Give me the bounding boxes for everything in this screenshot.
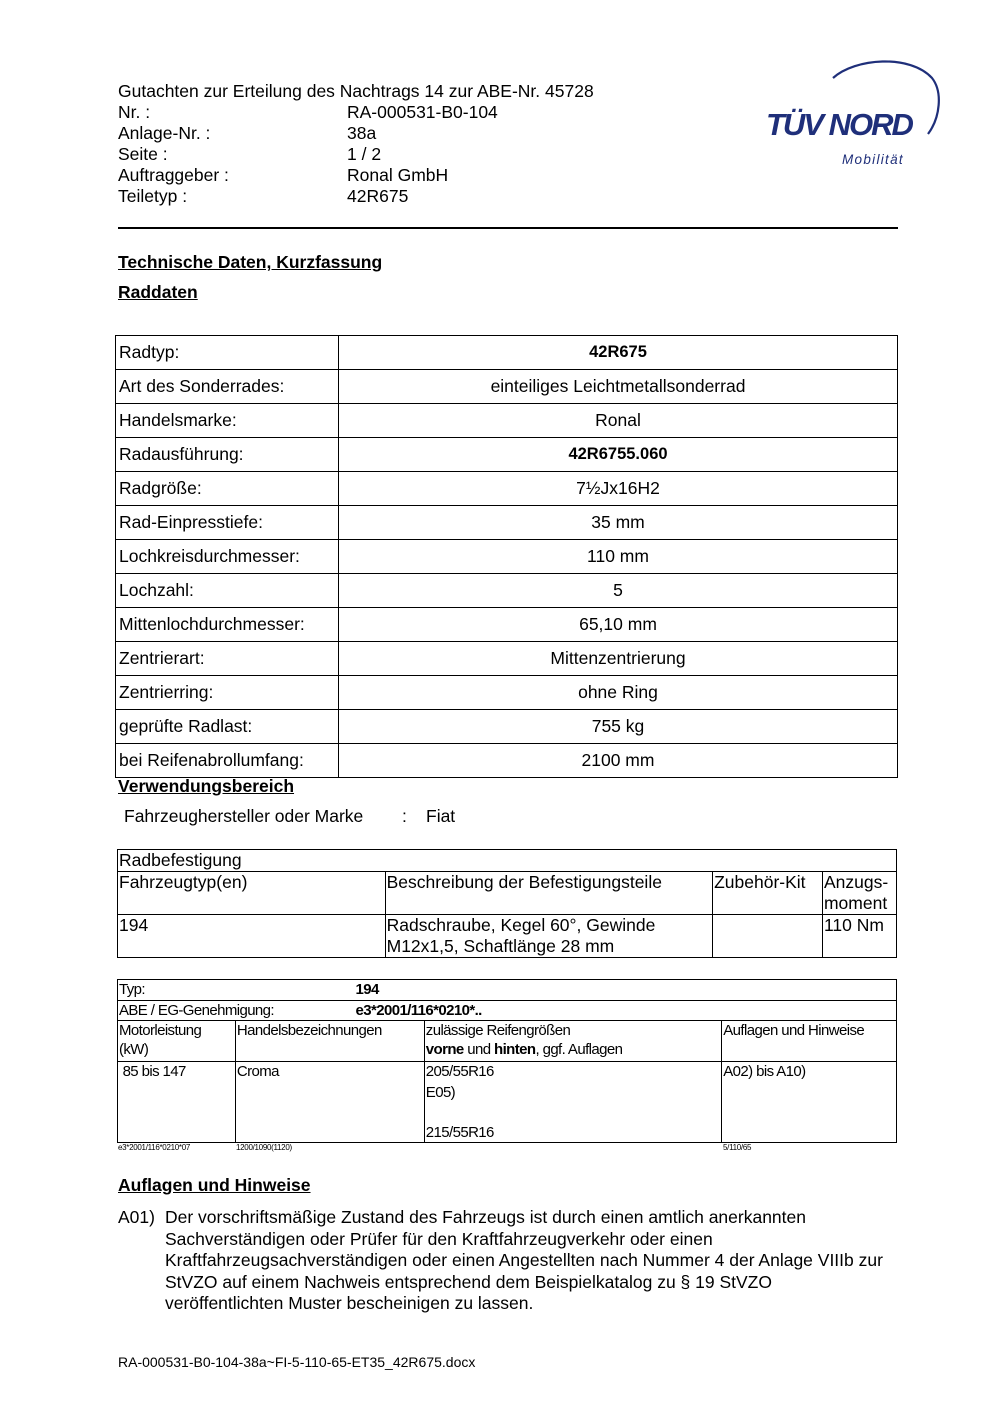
table-row (116, 608, 898, 642)
header-divider (118, 227, 898, 229)
verwendung-colon: : (402, 806, 407, 826)
header-value: 42R675 (347, 186, 409, 206)
header-label: Seite : (118, 144, 168, 164)
header-label: Nr. : (118, 102, 151, 122)
reifen-rest: , ggf. Auflagen (535, 1041, 623, 1058)
table-key: Zentrierring: (116, 676, 339, 710)
column-header-line: Motorleistung (119, 1022, 202, 1039)
table-row (118, 980, 897, 1001)
radbefestigung-title: Radbefestigung (118, 850, 897, 872)
auflage-number: A01) (118, 1207, 155, 1227)
document-title: Gutachten zur Erteilung des Nachtrags 14 zur ABE-Nr. 45728 (118, 81, 594, 101)
table-value: Mittenzentrierung (339, 642, 898, 676)
table-value: 110 mm (339, 540, 898, 574)
logo-arc-icon (760, 56, 945, 171)
table-row (116, 642, 898, 676)
verwendung-line (124, 806, 456, 827)
table-row (116, 438, 898, 472)
reifen-vorne: vorne (425, 1041, 464, 1058)
column-header: Auflagen und Hinweise (722, 1021, 897, 1062)
table-key: Lochkreisdurchmesser: (116, 540, 339, 574)
auflage-text: Der vorschriftsmäßige Zustand des Fahrzeugs ist durch einen amtlich anerkannten Sachverständigen oder Prüfer für den Kraftfahrzeugverkehr oder einen Kraftfahrzeugsachverständigen oder einen Angestellten nach Nummer 4 der Anlage VIIIb zur StVZO auf einem Nachweis entsprechend dem Beispielkatalog zu § 19 StVZO veröffentlichten Muster bescheinigen zu lassen. (165, 1207, 883, 1314)
table-key: Radtyp: (116, 336, 339, 370)
table-cell (713, 915, 823, 958)
table-row (116, 540, 898, 574)
footnote: 1200/1090(1120) (236, 1143, 292, 1152)
abe-label: ABE / EG-Genehmigung: (119, 1002, 274, 1019)
header-label: Anlage-Nr. : (118, 123, 211, 143)
typ-value: 194 (355, 981, 379, 998)
tuv-nord-logo (760, 56, 945, 171)
table-row (116, 404, 898, 438)
column-header: Handelsbezeichnungen (235, 1021, 424, 1062)
raddaten-table (115, 335, 898, 778)
table-row (116, 744, 898, 778)
column-header: Beschreibung der Befestigungsteile (385, 872, 712, 915)
table-row (118, 1001, 897, 1021)
section-technische-daten: Technische Daten, Kurzfassung (118, 252, 383, 272)
table-value: einteiliges Leichtmetallsonderrad (339, 370, 898, 404)
table-row (116, 336, 898, 370)
table-value: 5 (339, 574, 898, 608)
cell-line: Radschraube, Kegel 60°, Gewinde (386, 915, 656, 935)
column-header-line: Anzugs- (823, 872, 889, 892)
column-header (822, 872, 896, 915)
table-row (116, 370, 898, 404)
typ-row (118, 980, 897, 1001)
typ-label: Typ: (119, 981, 145, 998)
verwendung-value: Fiat (426, 806, 456, 826)
table-row (118, 872, 897, 915)
table-key: Mittenlochdurchmesser: (116, 608, 339, 642)
table-key: Handelsmarke: (116, 404, 339, 438)
table-cell: Croma (235, 1062, 424, 1143)
header-value: Ronal GmbH (347, 165, 449, 185)
table-key: Zentrierart: (116, 642, 339, 676)
table-cell: 85 bis 147 (118, 1062, 236, 1143)
table-row (116, 676, 898, 710)
section-auflagen: Auflagen und Hinweise (118, 1175, 311, 1195)
table-value: 2100 mm (339, 744, 898, 778)
header-label: Auftraggeber : (118, 165, 229, 185)
table-row (116, 506, 898, 540)
table-cell (385, 915, 712, 958)
header-label: Teiletyp : (118, 186, 188, 206)
header-value: 1 / 2 (347, 144, 382, 164)
header-value: RA-000531-B0-104 (347, 102, 498, 122)
table-row (118, 1062, 897, 1143)
table-value: 755 kg (339, 710, 898, 744)
column-header-line: zulässige Reifengrößen (425, 1022, 571, 1039)
reifen-hinten: hinten (494, 1041, 536, 1058)
table-row (118, 1021, 897, 1062)
cell-line: 205/55R16 (425, 1063, 494, 1080)
table-value: Ronal (339, 404, 898, 438)
table-value: ohne Ring (339, 676, 898, 710)
cell-line: E05) (425, 1084, 456, 1101)
reifen-und: und (463, 1041, 495, 1058)
table-row (116, 472, 898, 506)
table-row (118, 850, 897, 872)
table-key: Lochzahl: (116, 574, 339, 608)
radbefestigung-table (117, 849, 897, 958)
table-row (116, 574, 898, 608)
footnote: e3*2001/116*0210*07 (118, 1143, 191, 1152)
abe-row (118, 1001, 897, 1021)
column-header: Fahrzeugtyp(en) (118, 872, 386, 915)
table-row (116, 710, 898, 744)
logo-brand-text: TÜV NORD (766, 107, 912, 142)
table-value: 42R675 (339, 336, 898, 370)
column-header-line: moment (823, 893, 888, 913)
header-value: 38a (347, 123, 377, 143)
column-header (424, 1021, 721, 1062)
cell-line: M12x1,5, Schaftlänge 28 mm (386, 936, 615, 956)
table-cell: A02) bis A10) (722, 1062, 897, 1143)
table-key: Rad-Einpresstiefe: (116, 506, 339, 540)
table-value: 42R6755.060 (339, 438, 898, 472)
table-cell: 194 (118, 915, 386, 958)
typ-table (117, 979, 897, 1143)
column-header: Zubehör-Kit (713, 872, 823, 915)
footer-filename: RA-000531-B0-104-38a~FI-5-110-65-ET35_42R675.docx (118, 1354, 476, 1370)
abe-value: e3*2001/116*0210*.. (355, 1002, 482, 1019)
table-row (118, 915, 897, 958)
table-key: Art des Sonderrades: (116, 370, 339, 404)
column-header-line: (kW) (119, 1041, 149, 1058)
table-value: 35 mm (339, 506, 898, 540)
table-cell: 110 Nm (822, 915, 896, 958)
table-cell (424, 1062, 721, 1143)
column-header (118, 1021, 236, 1062)
table-key: bei Reifenabrollumfang: (116, 744, 339, 778)
table-key: geprüfte Radlast: (116, 710, 339, 744)
cell-line: 215/55R16 (425, 1124, 494, 1141)
section-raddaten: Raddaten (118, 282, 198, 302)
table-value: 7½Jx16H2 (339, 472, 898, 506)
logo-sub-text: Mobilität (842, 152, 904, 167)
footnote: 5/110/65 (723, 1143, 752, 1152)
table-value: 65,10 mm (339, 608, 898, 642)
verwendung-label: Fahrzeughersteller oder Marke (124, 806, 364, 826)
section-verwendungsbereich: Verwendungsbereich (118, 776, 295, 796)
table-key: Radgröße: (116, 472, 339, 506)
table-key: Radausführung: (116, 438, 339, 472)
